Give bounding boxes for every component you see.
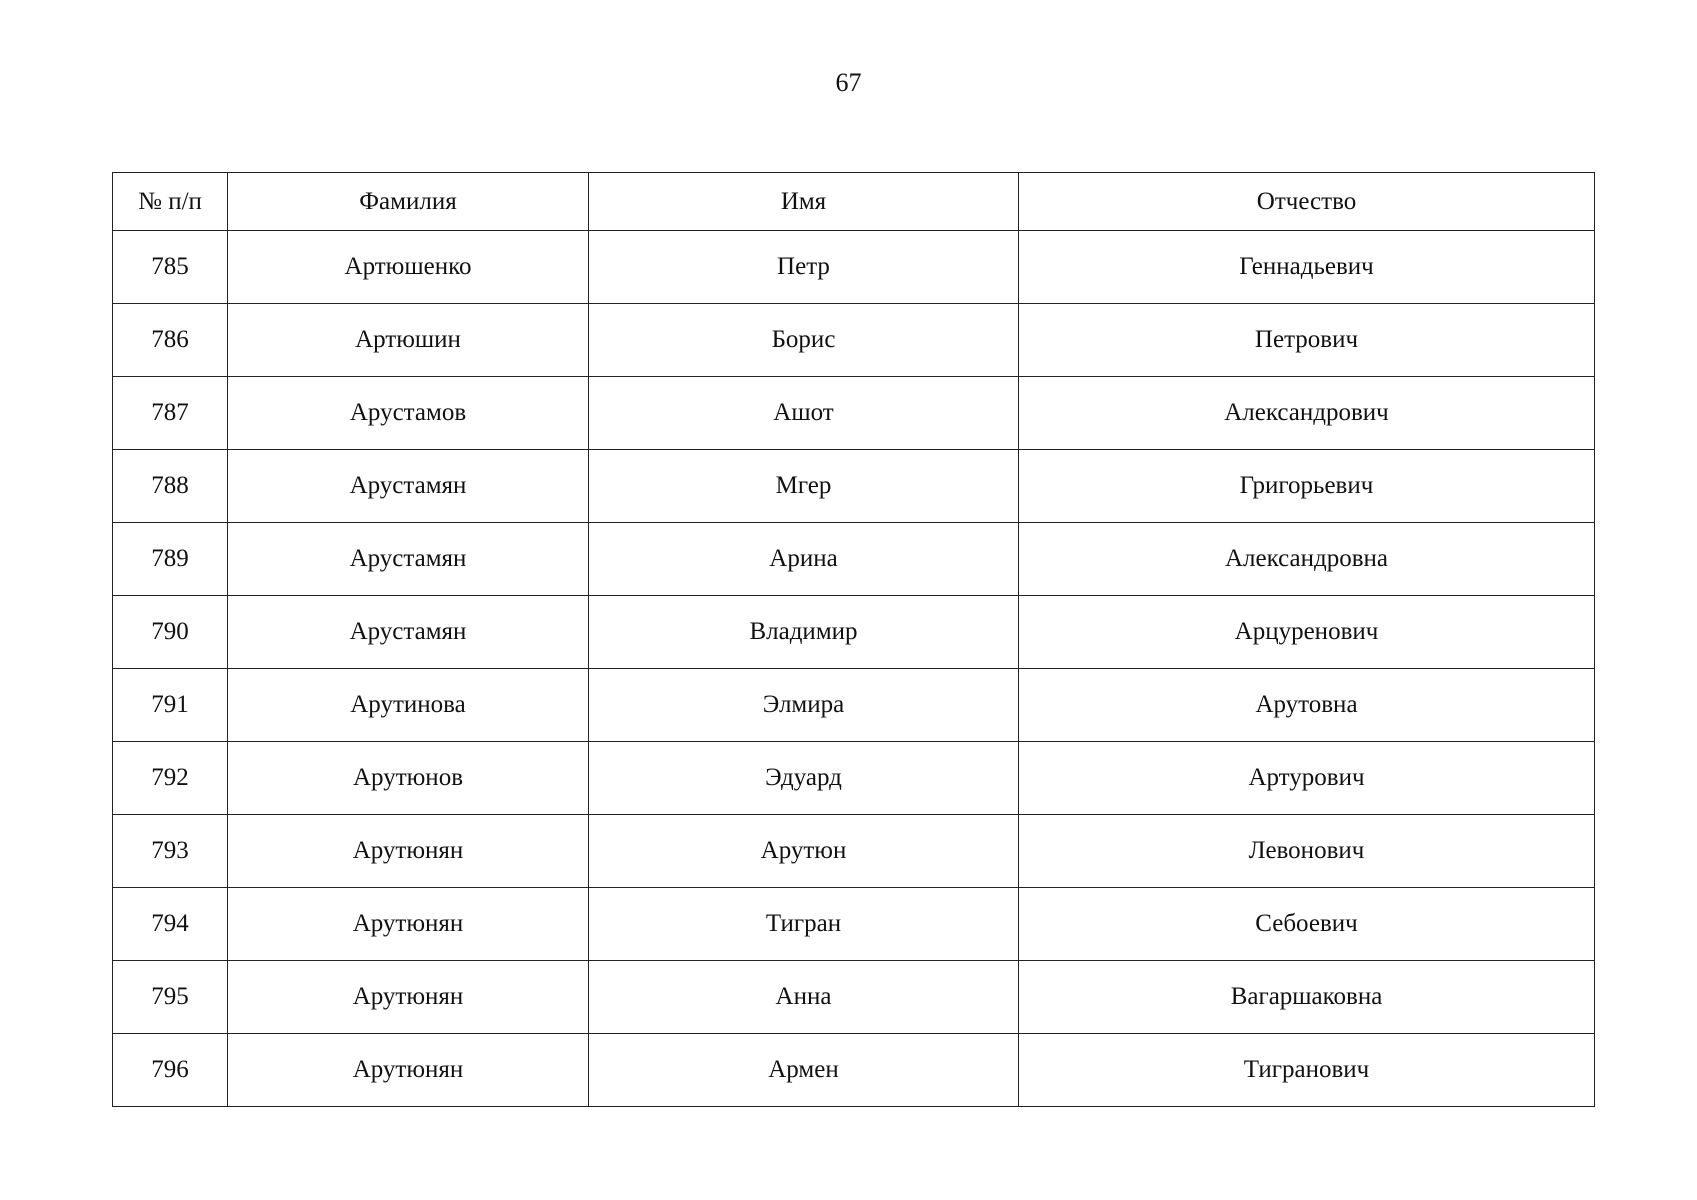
table-row <box>113 377 1595 450</box>
cell-patronymic: Григорьевич <box>1019 450 1595 523</box>
table-row <box>113 888 1595 961</box>
header-name: Имя <box>589 173 1019 231</box>
cell-num: 796 <box>113 1034 228 1107</box>
cell-patronymic: Себоевич <box>1019 888 1595 961</box>
cell-surname: Арутюнян <box>228 1034 589 1107</box>
cell-num: 787 <box>113 377 228 450</box>
cell-surname: Арутюнян <box>228 888 589 961</box>
page-number: 67 <box>835 68 862 97</box>
cell-num: 791 <box>113 669 228 742</box>
names-table <box>112 172 1595 1107</box>
header-num: № п/п <box>113 173 228 231</box>
cell-num: 792 <box>113 742 228 815</box>
table-row <box>113 596 1595 669</box>
cell-patronymic: Петрович <box>1019 304 1595 377</box>
cell-name: Армен <box>589 1034 1019 1107</box>
cell-surname: Арутюнов <box>228 742 589 815</box>
cell-name: Тигран <box>589 888 1019 961</box>
table-header <box>113 173 1595 231</box>
cell-num: 790 <box>113 596 228 669</box>
header-row <box>113 173 1595 231</box>
cell-num: 794 <box>113 888 228 961</box>
cell-name: Элмира <box>589 669 1019 742</box>
cell-name: Владимир <box>589 596 1019 669</box>
cell-patronymic: Александровна <box>1019 523 1595 596</box>
cell-name: Петр <box>589 231 1019 304</box>
cell-num: 789 <box>113 523 228 596</box>
table-row <box>113 304 1595 377</box>
cell-name: Ашот <box>589 377 1019 450</box>
table-row <box>113 523 1595 596</box>
table-row <box>113 1034 1595 1107</box>
cell-surname: Арутюнян <box>228 961 589 1034</box>
cell-patronymic: Левонович <box>1019 815 1595 888</box>
cell-surname: Арустамян <box>228 596 589 669</box>
table-row <box>113 669 1595 742</box>
cell-num: 788 <box>113 450 228 523</box>
table-row <box>113 450 1595 523</box>
cell-patronymic: Артурович <box>1019 742 1595 815</box>
cell-patronymic: Арцуренович <box>1019 596 1595 669</box>
table-row <box>113 961 1595 1034</box>
cell-patronymic: Арутовна <box>1019 669 1595 742</box>
cell-num: 795 <box>113 961 228 1034</box>
cell-num: 786 <box>113 304 228 377</box>
header-surname: Фамилия <box>228 173 589 231</box>
cell-surname: Артюшин <box>228 304 589 377</box>
cell-patronymic: Александрович <box>1019 377 1595 450</box>
cell-name: Арина <box>589 523 1019 596</box>
cell-num: 785 <box>113 231 228 304</box>
cell-patronymic: Вагаршаковна <box>1019 961 1595 1034</box>
cell-name: Эдуард <box>589 742 1019 815</box>
table-row <box>113 742 1595 815</box>
cell-num: 793 <box>113 815 228 888</box>
cell-name: Арутюн <box>589 815 1019 888</box>
cell-name: Борис <box>589 304 1019 377</box>
cell-surname: Арутюнян <box>228 815 589 888</box>
cell-patronymic: Тигранович <box>1019 1034 1595 1107</box>
table-body <box>113 231 1595 1107</box>
table-row <box>113 815 1595 888</box>
cell-surname: Арустамян <box>228 450 589 523</box>
cell-surname: Артюшенко <box>228 231 589 304</box>
cell-surname: Арутинова <box>228 669 589 742</box>
cell-surname: Арустамов <box>228 377 589 450</box>
cell-name: Мгер <box>589 450 1019 523</box>
cell-surname: Арустамян <box>228 523 589 596</box>
cell-name: Анна <box>589 961 1019 1034</box>
cell-patronymic: Геннадьевич <box>1019 231 1595 304</box>
table-row <box>113 231 1595 304</box>
header-patronymic: Отчество <box>1019 173 1595 231</box>
